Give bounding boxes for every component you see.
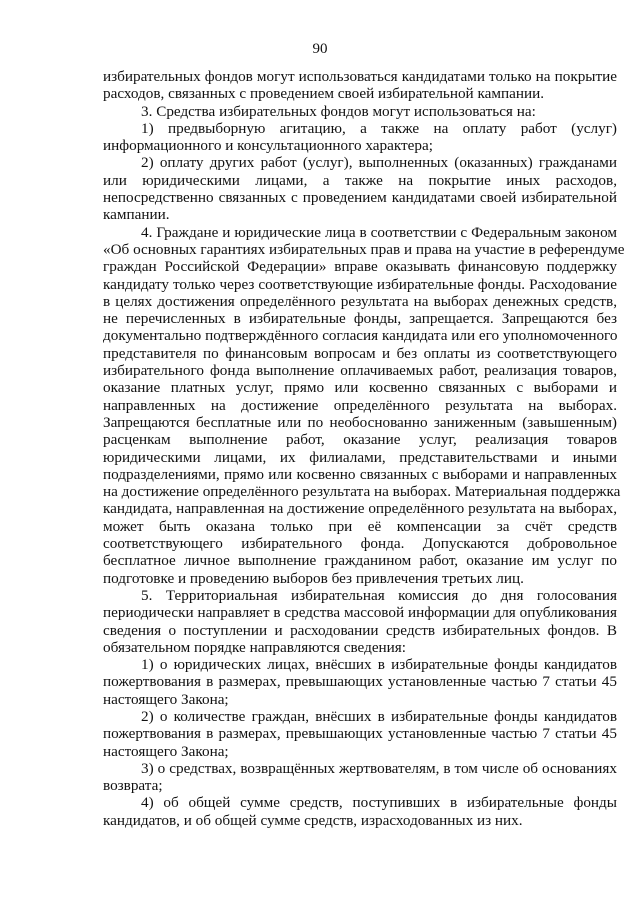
text-line: граждан Российской Федерации» вправе оказывать финансовую поддержку [103,258,617,276]
text-line: настоящего Закона; [103,690,229,708]
text-line: или юридическими лицами, а также на покрытие иных расходов, [103,171,617,189]
text-line: 4. Граждане и юридические лица в соответствии с Федеральным законом [141,223,617,241]
text-line: 2) о количестве граждан, внёсших в избирательные фонды кандидатов [141,707,617,725]
text-line: расходов, связанных с проведением своей избирательной кампании. [103,85,545,103]
page-number: 90 [312,41,328,57]
text-line: «Об основных гарантиях избирательных прав и права на участие в референдуме [103,240,625,258]
text-line: информационного и консультационного характера; [103,137,433,155]
text-line: подразделениями, прямо или косвенно связанных с выборами и направленных [103,465,617,483]
text-line: 3) о средствах, возвращённых жертвователям, в том числе об основаниях [141,759,617,777]
text-line: периодически направляет в средства массовой информации для опубликования [103,604,617,622]
text-line: 3. Средства избирательных фондов могут использоваться на: [141,102,536,120]
text-line: пожертвования в размерах, превышающих установленные частью 7 статьи 45 [103,673,617,691]
text-line: кандидата, направленная на достижение определённого результата на выборах, [103,500,617,518]
text-line: документально подтверждённого согласия кандидата или его уполномоченного [103,327,618,345]
text-line: юридическими лицами, их филиалами, представительствами и иными [103,448,617,466]
text-line: кандидату только через соответствующие избирательные фонды. Расходование [103,275,617,293]
text-line: направленных на достижение определённого результата на выборах. [103,396,617,414]
text-line: избирательного фонда выполнение оплачиваемых работ, реализация товаров, [103,362,617,380]
text-line: Запрещаются бесплатные или по необоснованно заниженным (завышенным) [103,413,617,431]
text-line: 4) об общей сумме средств, поступивших в избирательные фонды [141,794,617,812]
text-line: на достижение определённого результата на выборах. Материальная поддержка [103,483,621,501]
text-line: кампании. [103,206,170,224]
text-line: в целях достижения определённого результата на выборах денежных средств, [103,292,617,310]
text-line: не перечисленных в избирательные фонды, запрещается. Запрещаются без [103,310,617,328]
text-line: 2) оплату других работ (услуг), выполненных (оказанных) гражданами [141,154,617,172]
text-line: бесплатное личное выполнение гражданином работ, оказание им услуг по [103,552,617,570]
text-line: подготовке и проведению выборов без привлечения третьих лиц. [103,569,524,587]
body-text [103,68,625,829]
text-line: может быть оказана только при её компенсации за счёт средств [103,517,617,535]
text-line: кандидатов, и об общей сумме средств, израсходованных из них. [103,811,523,829]
text-line: обязательном порядке направляются сведения: [103,638,407,656]
text-line: расценкам выполнение работ, оказание услуг, реализация товаров [103,431,617,449]
text-line: оказание платных услуг, прямо или косвенно связанных с выборами и [103,379,617,397]
text-line: настоящего Закона; [103,742,229,760]
text-line: непосредственно связанных с проведением кандидатами своей избирательной [103,189,617,207]
text-line: возврата; [103,777,163,795]
text-line: 1) о юридических лицах, внёсших в избирательные фонды кандидатов [141,656,617,674]
text-line: сведения о поступлении и расходовании средств избирательных фондов. В [103,621,617,639]
text-line: представителя по финансовым вопросам и без оплаты из соответствующего [103,344,617,362]
text-line: избирательных фондов могут использоваться кандидатами только на покрытие [103,68,617,85]
text-line: 1) предвыборную агитацию, а также на оплату работ (услуг) [141,119,617,137]
text-line: 5. Территориальная избирательная комиссия до дня голосования [141,586,617,604]
text-line: пожертвования в размерах, превышающих установленные частью 7 статьи 45 [103,725,617,743]
text-line: соответствующего избирательного фонда. Допускаются добровольное [103,535,617,553]
